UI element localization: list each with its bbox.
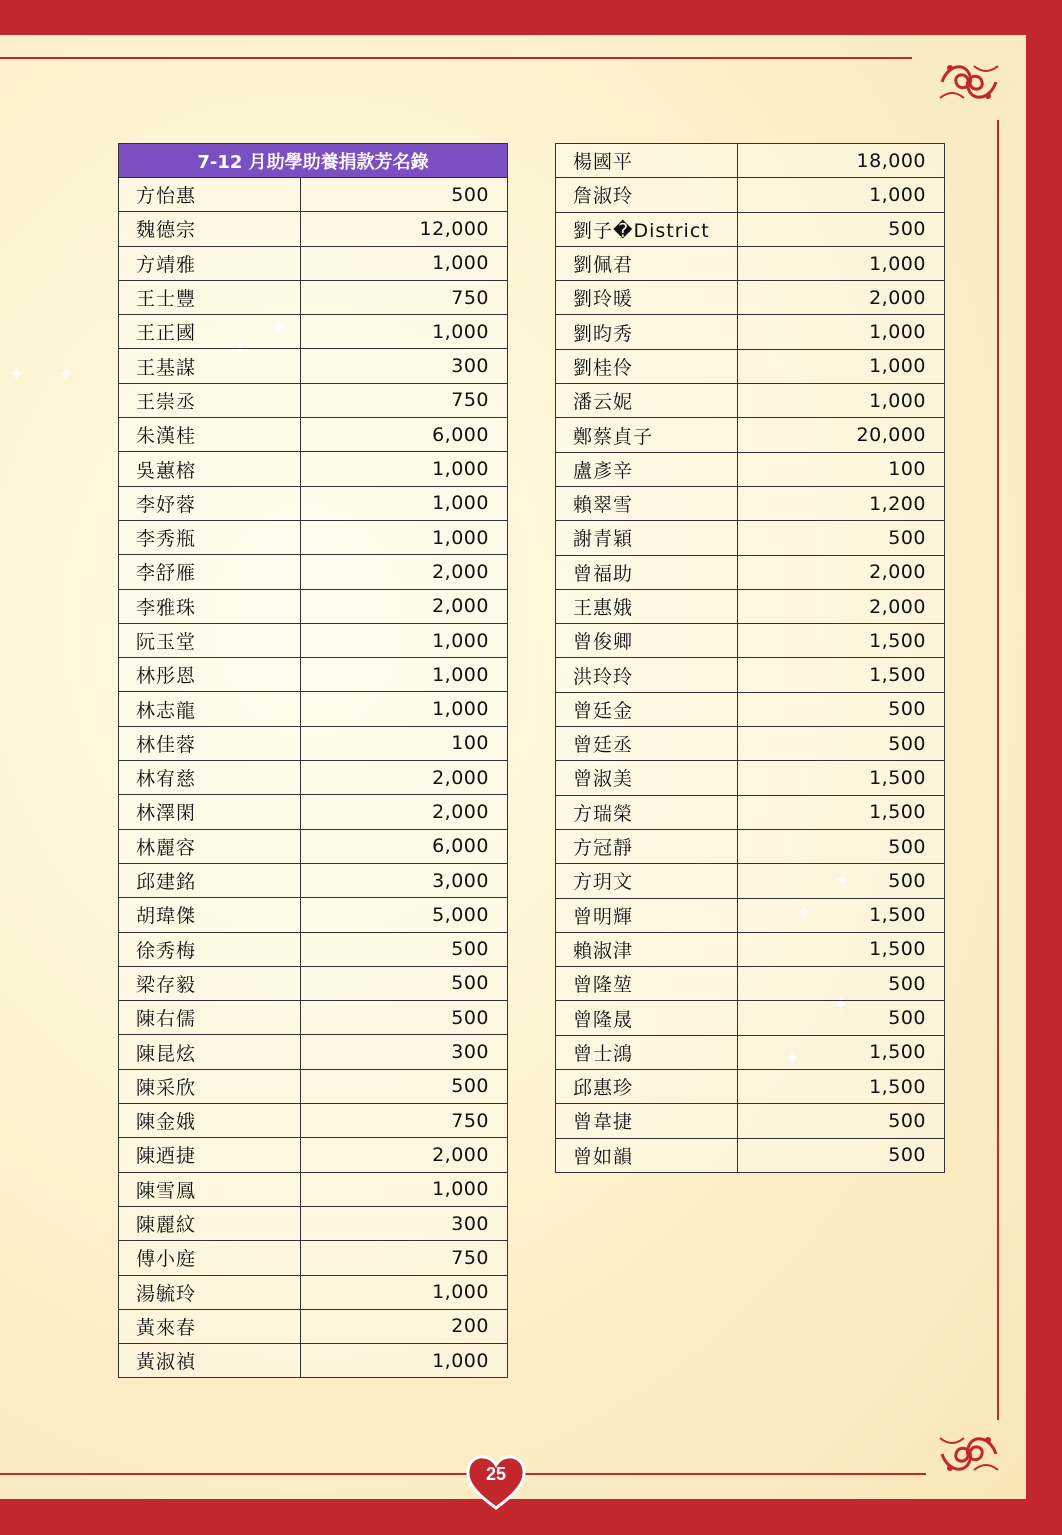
table-row bbox=[556, 1138, 945, 1172]
table-row bbox=[119, 829, 508, 863]
table-row bbox=[556, 349, 945, 383]
donor-name: 陳采欣 bbox=[119, 1069, 301, 1103]
donor-name: 劉昀秀 bbox=[556, 315, 738, 349]
page-number: 25 bbox=[485, 1464, 507, 1484]
sparkle-icon: ✦ bbox=[8, 362, 25, 386]
donor-name: 林麗容 bbox=[119, 829, 301, 863]
donation-amount: 6,000 bbox=[301, 418, 508, 452]
donor-name: 李雅珠 bbox=[119, 589, 301, 623]
donor-name: 李舒雁 bbox=[119, 555, 301, 589]
donor-name: 曾明輝 bbox=[556, 898, 738, 932]
donation-amount: 500 bbox=[301, 966, 508, 1000]
donation-amount: 750 bbox=[301, 383, 508, 417]
sparkle-icon: ✦ bbox=[784, 1046, 801, 1070]
sparkle-icon: ✦ bbox=[232, 336, 249, 360]
table-row bbox=[119, 178, 508, 212]
table-row bbox=[119, 726, 508, 760]
donation-amount: 12,000 bbox=[301, 212, 508, 246]
donation-amount: 1,000 bbox=[301, 692, 508, 726]
donor-name: 劉玲暖 bbox=[556, 281, 738, 315]
table-row bbox=[119, 966, 508, 1000]
donor-name: 方瑞榮 bbox=[556, 795, 738, 829]
table-row bbox=[556, 486, 945, 520]
table-row bbox=[556, 1104, 945, 1138]
donation-amount: 1,000 bbox=[301, 1172, 508, 1206]
donation-amount: 100 bbox=[738, 452, 945, 486]
donation-amount: 750 bbox=[301, 1104, 508, 1138]
donor-name: 鄭蔡貞子 bbox=[556, 418, 738, 452]
donor-name: 林志龍 bbox=[119, 692, 301, 726]
table-row bbox=[119, 555, 508, 589]
donor-name: 李妤蓉 bbox=[119, 486, 301, 520]
donation-amount: 2,000 bbox=[301, 795, 508, 829]
donation-amount: 1,000 bbox=[301, 623, 508, 657]
sparkle-icon: ✦ bbox=[832, 992, 849, 1016]
donation-amount: 5,000 bbox=[301, 898, 508, 932]
table-row bbox=[119, 589, 508, 623]
donation-amount: 2,000 bbox=[301, 761, 508, 795]
table-row bbox=[556, 384, 945, 418]
donor-name: 黃淑禎 bbox=[119, 1344, 301, 1378]
table-row bbox=[119, 1104, 508, 1138]
donor-name: 曾隆晟 bbox=[556, 1001, 738, 1035]
table-row bbox=[119, 1241, 508, 1275]
donor-name: 魏德宗 bbox=[119, 212, 301, 246]
bottom-rule-left bbox=[0, 1473, 470, 1475]
table-row bbox=[556, 144, 945, 178]
donation-amount: 18,000 bbox=[738, 144, 945, 178]
donor-name: 賴淑津 bbox=[556, 932, 738, 966]
donation-amount: 500 bbox=[301, 1001, 508, 1035]
donation-amount: 1,500 bbox=[738, 795, 945, 829]
table-row bbox=[119, 932, 508, 966]
table-row bbox=[119, 1138, 508, 1172]
donor-name: 賴翠雪 bbox=[556, 486, 738, 520]
donation-amount: 1,500 bbox=[738, 658, 945, 692]
donation-amount: 1,000 bbox=[301, 658, 508, 692]
donation-amount: 2,000 bbox=[738, 281, 945, 315]
table-row bbox=[119, 1172, 508, 1206]
donation-amount: 500 bbox=[738, 727, 945, 761]
donor-name: 曾隆堃 bbox=[556, 967, 738, 1001]
donor-name: 王惠娥 bbox=[556, 589, 738, 623]
table-row bbox=[556, 521, 945, 555]
donation-amount: 500 bbox=[738, 829, 945, 863]
donor-name: 洪玲玲 bbox=[556, 658, 738, 692]
donor-name: 傅小庭 bbox=[119, 1241, 301, 1275]
donation-amount: 500 bbox=[301, 932, 508, 966]
donation-amount: 1,500 bbox=[738, 1035, 945, 1069]
donation-amount: 3,000 bbox=[301, 863, 508, 897]
donation-amount: 500 bbox=[738, 864, 945, 898]
donation-amount: 1,000 bbox=[738, 178, 945, 212]
donor-name: 王士豐 bbox=[119, 280, 301, 314]
donation-amount: 500 bbox=[738, 1104, 945, 1138]
table-row bbox=[119, 761, 508, 795]
donor-table-right bbox=[555, 143, 945, 1173]
table-row bbox=[556, 932, 945, 966]
donor-name: 曾廷金 bbox=[556, 692, 738, 726]
table-row bbox=[119, 1001, 508, 1035]
page-number-badge bbox=[463, 1450, 529, 1512]
donor-name: 林彤恩 bbox=[119, 658, 301, 692]
table-row bbox=[119, 623, 508, 657]
table-header-row bbox=[119, 144, 508, 178]
donor-name: 詹淑玲 bbox=[556, 178, 738, 212]
table-row bbox=[119, 349, 508, 383]
donor-name: 曾福助 bbox=[556, 555, 738, 589]
donor-name: 劉佩君 bbox=[556, 246, 738, 280]
right-rule bbox=[997, 120, 999, 1420]
donation-amount: 1,200 bbox=[738, 486, 945, 520]
table-row bbox=[119, 418, 508, 452]
table-row bbox=[556, 795, 945, 829]
table-row bbox=[119, 1309, 508, 1343]
donor-name: 黃來春 bbox=[119, 1309, 301, 1343]
donor-name: 方靖雅 bbox=[119, 246, 301, 280]
donation-amount: 300 bbox=[301, 349, 508, 383]
donor-name: 吳蕙榕 bbox=[119, 452, 301, 486]
donation-amount: 1,000 bbox=[301, 452, 508, 486]
table-row bbox=[556, 898, 945, 932]
donation-amount: 100 bbox=[301, 726, 508, 760]
table-row bbox=[556, 864, 945, 898]
ornament-icon bbox=[938, 1430, 1000, 1478]
donor-name: 林佳蓉 bbox=[119, 726, 301, 760]
donation-amount: 1,000 bbox=[301, 315, 508, 349]
donor-name: 王正國 bbox=[119, 315, 301, 349]
table-row bbox=[556, 761, 945, 795]
donation-amount: 500 bbox=[738, 692, 945, 726]
donor-name: 王崇丞 bbox=[119, 383, 301, 417]
donation-amount: 1,500 bbox=[738, 932, 945, 966]
donation-amount: 500 bbox=[301, 1069, 508, 1103]
donor-name: 陳昆炫 bbox=[119, 1035, 301, 1069]
donor-name: 劉子�District bbox=[556, 212, 738, 246]
sparkle-icon: ✦ bbox=[796, 900, 813, 924]
table-row bbox=[119, 315, 508, 349]
table-row bbox=[556, 624, 945, 658]
donation-amount: 20,000 bbox=[738, 418, 945, 452]
bottom-rule-right bbox=[524, 1473, 926, 1475]
donation-amount: 750 bbox=[301, 1241, 508, 1275]
donation-amount: 1,000 bbox=[738, 384, 945, 418]
donation-amount: 500 bbox=[301, 178, 508, 212]
table-row bbox=[119, 692, 508, 726]
top-rule bbox=[0, 57, 912, 59]
table-row bbox=[119, 520, 508, 554]
table-row bbox=[119, 452, 508, 486]
donor-name: 林宥慈 bbox=[119, 761, 301, 795]
sparkle-icon: ✦ bbox=[270, 314, 287, 338]
donor-table-left bbox=[118, 143, 508, 1378]
donation-amount: 1,500 bbox=[738, 1070, 945, 1104]
donation-amount: 1,000 bbox=[738, 349, 945, 383]
donation-amount: 1,500 bbox=[738, 761, 945, 795]
table-row bbox=[556, 727, 945, 761]
table-row bbox=[119, 898, 508, 932]
donation-amount: 2,000 bbox=[301, 1138, 508, 1172]
ornament-icon bbox=[938, 58, 1000, 106]
donor-name: 林澤閑 bbox=[119, 795, 301, 829]
donor-name: 胡瑋傑 bbox=[119, 898, 301, 932]
donor-name: 曾淑美 bbox=[556, 761, 738, 795]
donation-amount: 1,000 bbox=[738, 315, 945, 349]
donation-amount: 200 bbox=[301, 1309, 508, 1343]
table-row bbox=[556, 1070, 945, 1104]
donation-amount: 1,000 bbox=[301, 246, 508, 280]
donation-amount: 500 bbox=[738, 212, 945, 246]
table-row bbox=[556, 658, 945, 692]
table-row bbox=[119, 383, 508, 417]
donation-amount: 1,000 bbox=[301, 1275, 508, 1309]
table-row bbox=[119, 246, 508, 280]
donor-name: 陳麗紋 bbox=[119, 1206, 301, 1240]
donor-name: 阮玉堂 bbox=[119, 623, 301, 657]
donation-amount: 1,500 bbox=[738, 624, 945, 658]
sparkle-icon: ✦ bbox=[834, 868, 851, 892]
donation-amount: 300 bbox=[301, 1035, 508, 1069]
donor-name: 李秀瓶 bbox=[119, 520, 301, 554]
donation-amount: 300 bbox=[301, 1206, 508, 1240]
donor-name: 陳金娥 bbox=[119, 1104, 301, 1138]
table-row bbox=[119, 1069, 508, 1103]
donor-name: 潘云妮 bbox=[556, 384, 738, 418]
table-row bbox=[556, 452, 945, 486]
donor-name: 盧彥辛 bbox=[556, 452, 738, 486]
donation-amount: 1,500 bbox=[738, 898, 945, 932]
donor-name: 邱建銘 bbox=[119, 863, 301, 897]
table-row bbox=[119, 1035, 508, 1069]
table-row bbox=[556, 178, 945, 212]
donation-amount: 500 bbox=[738, 1001, 945, 1035]
donor-name: 劉桂伶 bbox=[556, 349, 738, 383]
table-row bbox=[119, 280, 508, 314]
table-row bbox=[119, 212, 508, 246]
table-row bbox=[119, 658, 508, 692]
table-row bbox=[556, 967, 945, 1001]
donor-name: 湯毓玲 bbox=[119, 1275, 301, 1309]
donation-amount: 500 bbox=[738, 967, 945, 1001]
donation-amount: 2,000 bbox=[738, 555, 945, 589]
donor-name: 徐秀梅 bbox=[119, 932, 301, 966]
table-row bbox=[556, 1001, 945, 1035]
donation-amount: 500 bbox=[738, 521, 945, 555]
donor-name: 陳右儒 bbox=[119, 1001, 301, 1035]
table-row bbox=[556, 692, 945, 726]
donor-name: 梁存毅 bbox=[119, 966, 301, 1000]
donation-amount: 1,000 bbox=[738, 246, 945, 280]
donor-name: 方冠靜 bbox=[556, 829, 738, 863]
donor-name: 曾俊卿 bbox=[556, 624, 738, 658]
donor-name: 曾士鴻 bbox=[556, 1035, 738, 1069]
donation-amount: 500 bbox=[738, 1138, 945, 1172]
donor-name: 陳迺捷 bbox=[119, 1138, 301, 1172]
donor-name: 楊國平 bbox=[556, 144, 738, 178]
donation-amount: 1,000 bbox=[301, 520, 508, 554]
table-row bbox=[119, 486, 508, 520]
table-row bbox=[119, 795, 508, 829]
table-row bbox=[119, 863, 508, 897]
table-row bbox=[556, 555, 945, 589]
donor-name: 曾廷丞 bbox=[556, 727, 738, 761]
donor-name: 方玥文 bbox=[556, 864, 738, 898]
donor-name: 陳雪鳳 bbox=[119, 1172, 301, 1206]
donor-name: 謝青穎 bbox=[556, 521, 738, 555]
donor-name: 朱漢桂 bbox=[119, 418, 301, 452]
table-row bbox=[119, 1206, 508, 1240]
table-row bbox=[556, 829, 945, 863]
donation-amount: 6,000 bbox=[301, 829, 508, 863]
donation-amount: 2,000 bbox=[301, 589, 508, 623]
table-row bbox=[556, 281, 945, 315]
table-row bbox=[556, 418, 945, 452]
table-row bbox=[119, 1275, 508, 1309]
donation-amount: 2,000 bbox=[301, 555, 508, 589]
donor-name: 方怡惠 bbox=[119, 178, 301, 212]
donor-name: 曾韋捷 bbox=[556, 1104, 738, 1138]
donor-name: 王基謀 bbox=[119, 349, 301, 383]
donation-amount: 1,000 bbox=[301, 486, 508, 520]
donation-amount: 2,000 bbox=[738, 589, 945, 623]
sparkle-icon: ✦ bbox=[58, 362, 75, 386]
table-row bbox=[556, 246, 945, 280]
table-row bbox=[556, 315, 945, 349]
table-row bbox=[556, 589, 945, 623]
donor-table-left-body bbox=[119, 178, 508, 1378]
donor-name: 邱惠珍 bbox=[556, 1070, 738, 1104]
table-title: 7-12 月助學助養捐款芳名錄 bbox=[119, 144, 508, 178]
table-row bbox=[556, 212, 945, 246]
donation-amount: 750 bbox=[301, 280, 508, 314]
table-row bbox=[119, 1344, 508, 1378]
donation-amount: 1,000 bbox=[301, 1344, 508, 1378]
donor-name: 曾如韻 bbox=[556, 1138, 738, 1172]
donor-table-right-body bbox=[556, 144, 945, 1173]
table-row bbox=[556, 1035, 945, 1069]
